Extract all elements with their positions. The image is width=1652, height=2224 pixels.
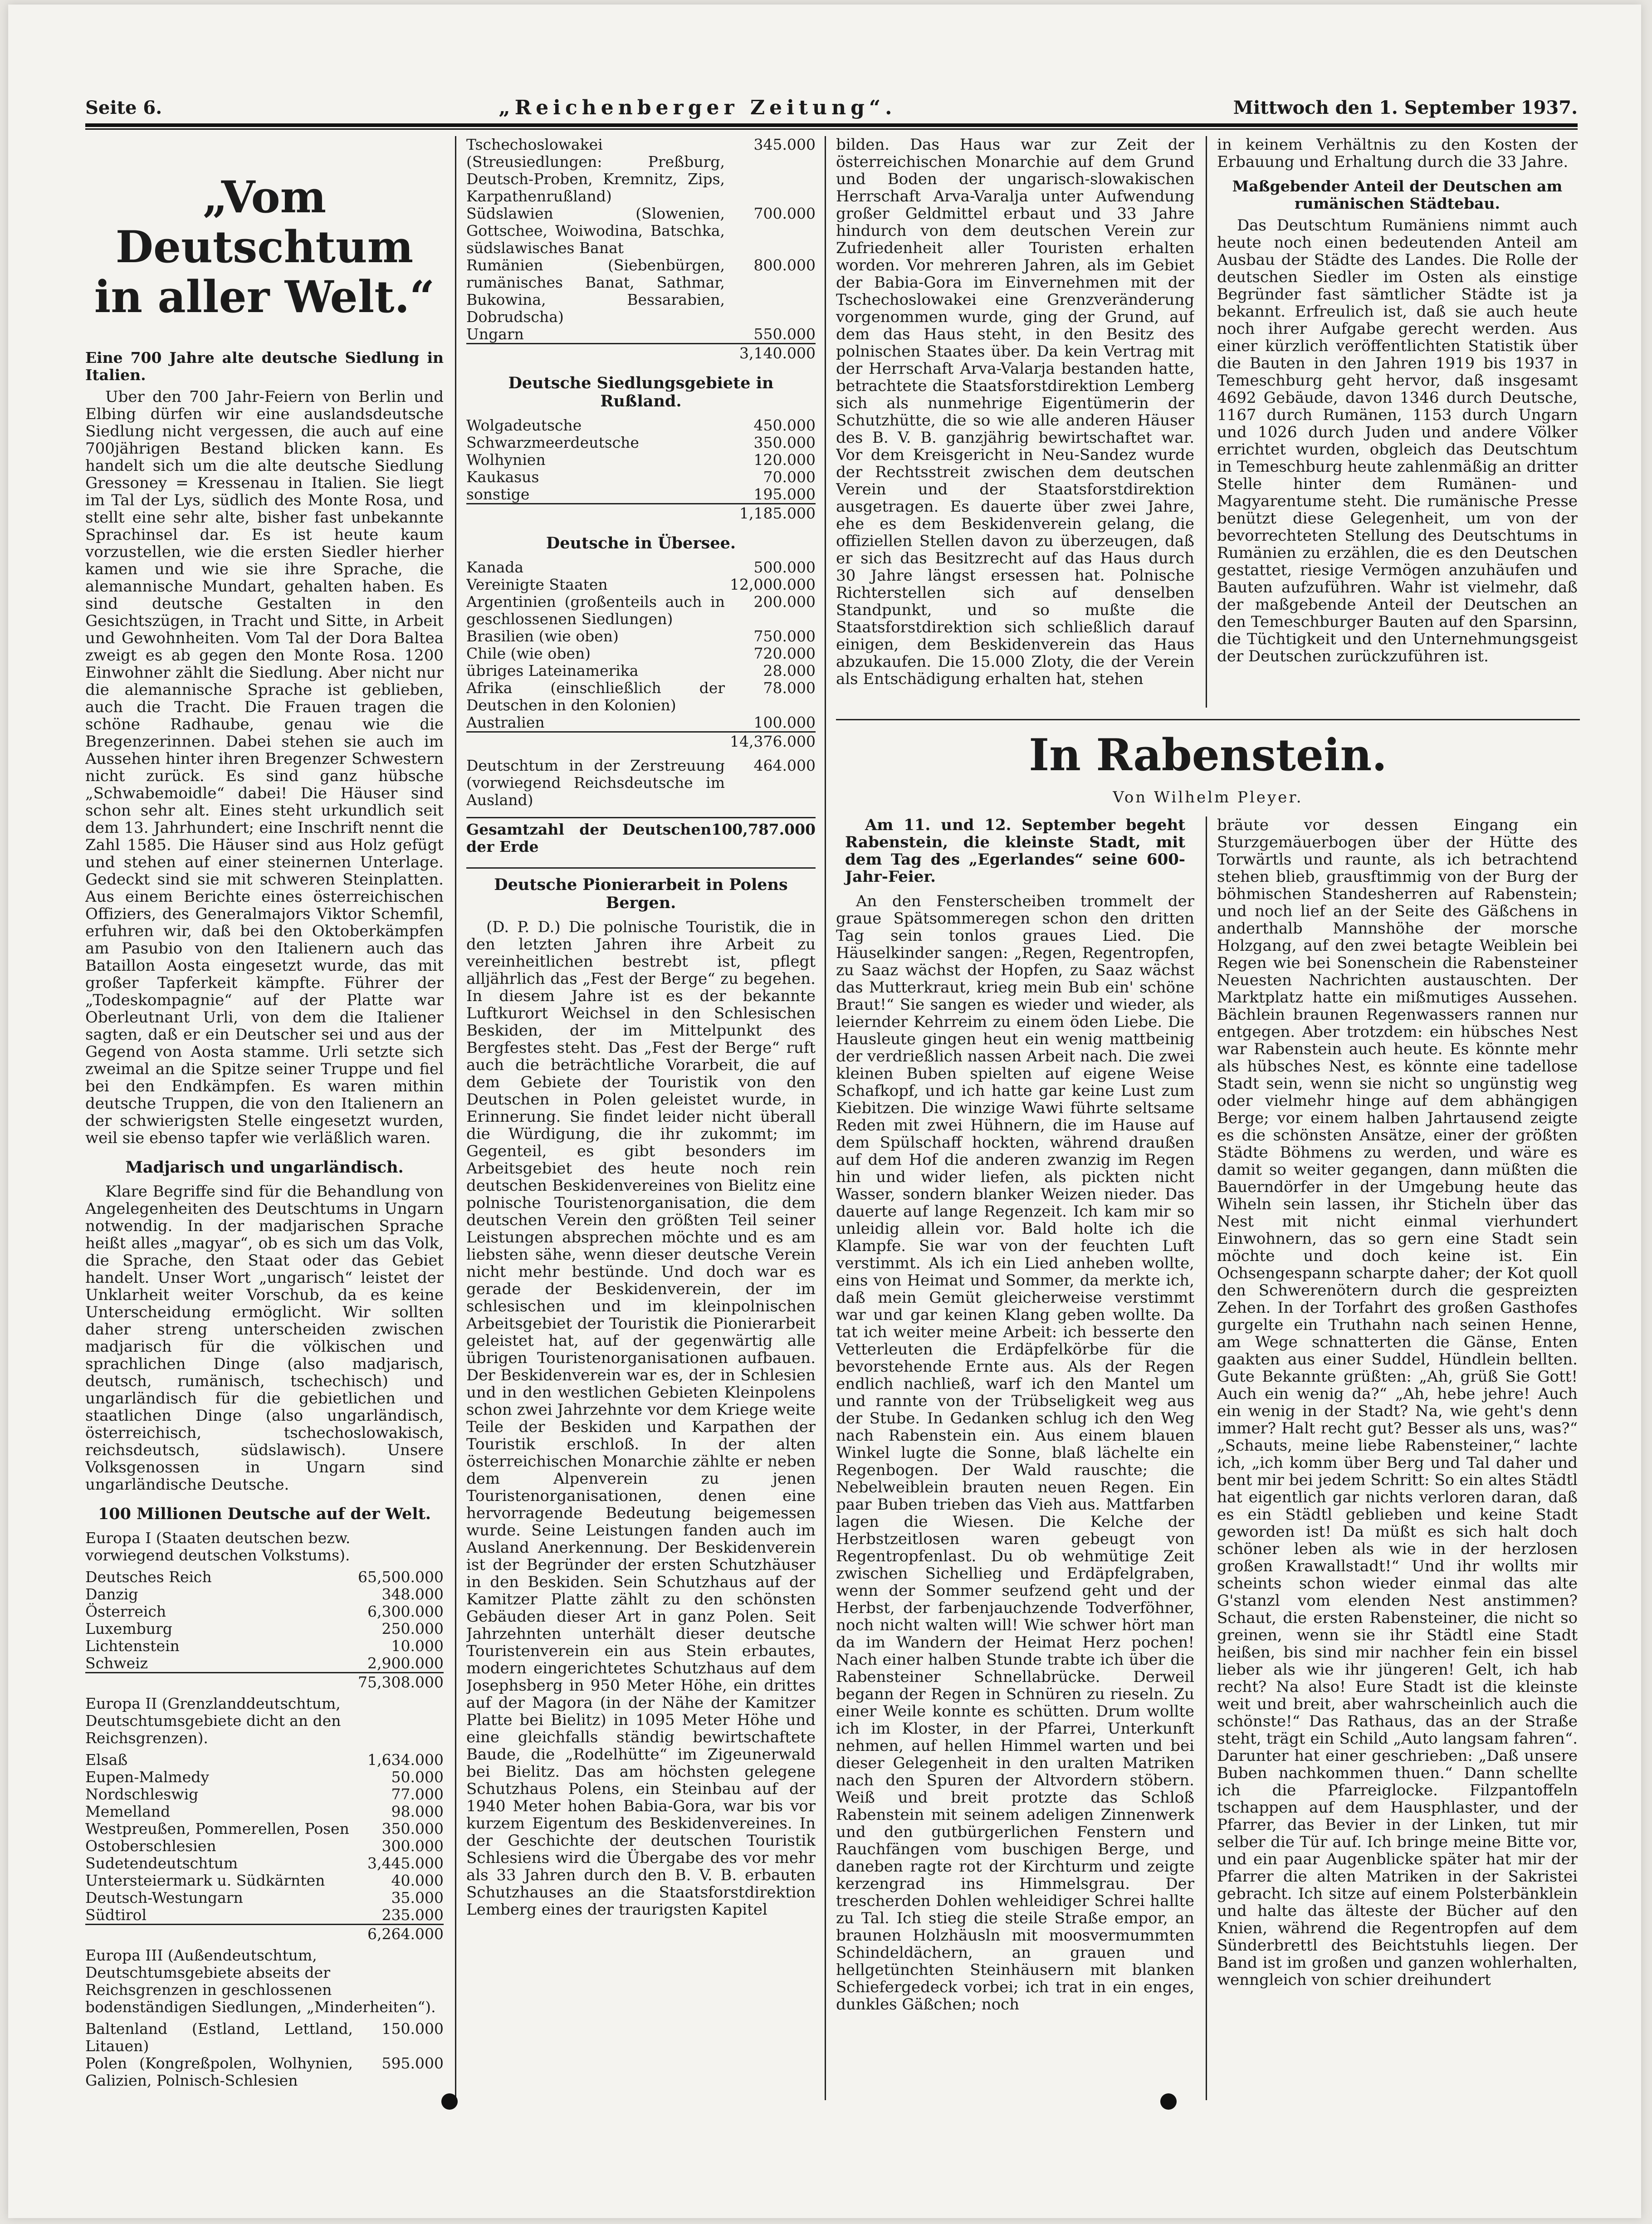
paragraph-pionierarbeit-cont: bilden. Das Haus war zur Zeit der österreichischen Monarchie auf dem Grund und Boden der ungarisch-slowakischen Herrschaft Arva-Varalja unter Aufwendung großer Geldmittel erbaut und 33 Jahre hindurch von dem deutschen Verein zur Zufriedenheit aller Touristen erhalten worden. Vor mehreren Jahren, als im Gebiet der Babia-Gora im Einvernehmen mit der Tschechoslowakei eine Grenzveränderung vorgenommen wurde, ging der Grund, auf dem das Haus steht, in den Besitz des polnischen Staates über. Da kein Vertrag mit der Herrschaft Arva-Valarja bestanden hatte, betrachtete die Staatsforstdirektion Lemberg sich als nunmehrige Eigentümerin der Schutzhütte, die so wie alle anderen Häuser des B. V. B. ganzjährig bewirtschaftet war. Vor dem Kreisgericht in Neu-Sandez wurde der Rechtsstreit zwischen dem deutschen Verein und der Staatsforstdirektion ausgetragen. Es dauerte über zwei Jahre, ehe es dem Beskidenverein gelang, die offiziellen Stellen davon zu überzeugen, daß er sich das Besitzrecht auf das Haus durch 30 Jahre längst ersessen hat. Polnische Richterstellen sich auf denselben Standpunkt, und so mußte die Staatsforstdirektion sich schließlich darauf einigen, dem Beskidenverein das Haus abzukaufen. Die 15.000 Zloty, die der Verein als Entschädigung erhalten hat, stehen <box>836 136 1194 688</box>
stat-row: Argentinien (großenteils auch in geschlossenen Siedlungen) 200.000 <box>466 593 816 628</box>
stat-row: Rumänien (Siebenbürgen, rumänisches Banat, Sathmar, Bukowina, Bessarabien, Dobrudscha) 800.000 <box>466 256 816 326</box>
russland-list <box>466 417 816 503</box>
rabenstein-byline: Von Wilhelm Pleyer. <box>1113 788 1303 807</box>
stat-row: Danzig 348.000 <box>85 1585 444 1603</box>
stat-row: Elsaß 1,634.000 <box>85 1751 444 1769</box>
stat-row: Polen (Kongreßpolen, Wolhynien, Galizien, Polnisch-Schlesien 595.000 <box>85 2054 444 2089</box>
europa3-heading: Europa III (Außendeutschtum, Deutschtumsgebiete abseits der Reichsgrenzen in geschlossenen bodenständigen Siedlungen, „Minderheiten“). <box>85 1946 436 2016</box>
europa3-list <box>85 2020 444 2089</box>
stat-row: Luxemburg 250.000 <box>85 1620 444 1637</box>
europa2-sum: 6,264.000 <box>85 1924 444 1943</box>
column-2 <box>466 136 816 2100</box>
subheading-russland: Deutsche Siedlungsgebiete in Rußland. <box>508 374 774 411</box>
stat-row: Österreich 6,300.000 <box>85 1603 444 1620</box>
stat-row: Schweiz 2,900.000 <box>85 1654 444 1672</box>
stat-row: Vereinigte Staaten 12,000.000 <box>466 576 816 593</box>
subheading-uebersee: Deutsche in Übersee. <box>546 534 736 552</box>
paragraph-kosten: in keinem Verhältnis zu den Kosten der Erbauung und Erhaltung durch die 33 Jahre. <box>1217 136 1578 171</box>
issue-date: Mittwoch den 1. September 1937. <box>1233 97 1578 118</box>
stat-row: Deutsches Reich 65,500.000 <box>85 1568 444 1586</box>
stat-row: Westpreußen, Pommerellen, Posen 350.000 <box>85 1820 444 1838</box>
stat-row: Wolhynien 120.000 <box>466 451 816 469</box>
stat-row: Nordschleswig 77.000 <box>85 1785 444 1803</box>
list-a <box>466 136 816 343</box>
stat-row: Kanada 500.000 <box>466 558 816 576</box>
stat-row: Ungarn 550.000 <box>466 325 816 343</box>
newspaper-name: „Reichenberger Zeitung“. <box>499 96 897 119</box>
europa1-heading: Europa I (Staaten deutschen bezw. vorwiegend deutschen Volkstums). <box>85 1529 351 1564</box>
stat-gesamt: Gesamtzahl der Deutschen der Erde 100,787.000 <box>466 817 816 855</box>
uebersee-list <box>466 559 816 731</box>
stat-row: Lichtenstein 10.000 <box>85 1637 444 1655</box>
stat-row: Südslawien (Slowenien, Gottschee, Woiwodina, Batschka, südslawisches Banat 700.000 <box>466 205 816 257</box>
stat-zerstreuung: Deutschtum in der Zerstreuung (vorwiegend Reichsdeutsche im Ausland) 464.000 <box>466 757 816 809</box>
column-rule <box>455 136 456 2100</box>
stat-row: Ostoberschlesien 300.000 <box>85 1837 444 1855</box>
column-4-bottom <box>1217 816 1578 2100</box>
stat-row: Schwarzmeerdeutsche 350.000 <box>466 434 816 451</box>
column-1 <box>85 136 444 2100</box>
section-rule <box>836 719 1580 720</box>
stat-row: Tschechoslowakei (Streusiedlungen: Preßburg, Deutsch-Proben, Kremnitz, Zips, Karpathenrußland) 345.000 <box>466 136 816 205</box>
newspaper-page <box>8 5 1641 2218</box>
sum-russland: 1,185.000 <box>466 503 816 523</box>
sum-uebersee: 14,376.000 <box>466 731 816 751</box>
stat-row: Afrika (einschließlich der Deutschen in den Kolonien) 78.000 <box>466 679 816 714</box>
europa1-list <box>85 1569 444 1672</box>
stat-row: übriges Lateinamerika 28.000 <box>466 662 816 679</box>
column-3-bottom <box>836 816 1194 2100</box>
rabenstein-paragraph-cont: bräute vor dessen Eingang ein Sturzgemäuerbogen über der Hütte des Torwärtls und raunte, als ich betrachtend stehen blieb, grausftimmig von der Burg der böhmischen Standesherren auf Rabenstein; und noch lief an der Seite des Gäßchens in anderthalb Mannshöhe der morsche Holzgang, auf den zwei betagte Weiblein bei Regen wie bei Sonenschein die Rabensteiner Neuesten Nachrichten austauschten. Der Marktplatz hatte ein mißmutiges Aussehen. Bächlein braunen Regenwassers rannen nur entgegen. Aber trotzdem: ein hübsches Nest war Rabenstein auch heute. Es könnte mehr als hübsches Nest, es könnte eine tadellose Stadt sein, wenn sie nicht so ungünstig weg oder vielmehr hinge auf dem abhängigen Berge; vor einem halben Jahrtausend zeigte es die schönsten Ansätze, einer der größten Städte Böhmens zu werden, und wäre es damit so weiter gegangen, dann müßten die Bauerndörfer in der Umgebung heute das Wiheln sein lassen, ihr Sticheln über das Nest mit nicht einmal vierhundert Einwohnern, das so gern eine Stadt sein möchte und doch keine ist. Ein Ochsengespann scharpte daher; der Kot quoll den Schwerenötern durch die gespreizten Zehen. In der Torfahrt des großen Gasthofes gurgelte ein Truthahn nach seinen Henne, am Wege schnatterten die Gänse, Enten gaakten aus einer Suddel, Hündlein bellten. Gute Bekannte grüßten: „Ah, grüß Sie Gott! Auch ein wenig da?“ „Ah, hebe jehre! Auch ein wenig in der Stadt? Na, wie geht's denn immer? Halt recht gut? Besser als uns, was?“ „Schauts, meine liebe Rabensteiner,“ lachte ich, „ich komm über Berg und Tal daher und bent mir bei jedem Schritt: So ein altes Städtl hat eigentlich gar nichts verloren daran, daß es ein Städtl geblieben und keine Stadt geworden ist! Da müßt es sich halt doch schöner leben als wie in der herzlosen großen Krawallstadt!“ Und ihr wollts mir scheints schon wieder einmal das alte G'stanzl vom elenden Nest anstimmen? Schaut, die ersten Rabensteiner, die nicht so greinen, wenn sie ihr Städtl eine Stadt heißen, bis sind mir nachher fein ein bissel lieber als wie ihr jüngeren! Gelt, ich hab recht? Na also! Eure Stadt ist die kleinste weit und breit, aber wahrscheinlich auch die schönste!“ Das Rathaus, das an der Straße steht, trägt ein Schild „Auto langsam fahren“. Darunter hat einer geschrieben: „Daß unsere Buben nachkommen thuen.“ Dann schellte ich die Pfarreiglocke. Filzpantoffeln tschappen auf dem Hausphlaster, und der Pfarrer, das Bevier in der Linken, tut mir selber die Tür auf. Ich bringe meine Bitte vor, und ein paar Augenblicke später hat mir der Pfarrer die alten Matriken in der Sakristei gebracht. Ich sitze auf einem Polsterbänklein und halte das älteste der Bücher auf den Knien, während die Regentropfen auf dem Sünderbrettl des Beichtstuhls liegen. Der Band ist im großen und ganzen wohlerhalten, wenngleich von schier dreihundert <box>1217 816 1578 1989</box>
stat-row: Sudetendeutschtum 3,445.000 <box>85 1854 444 1872</box>
rabenstein-paragraph: An den Fensterscheiben trommelt der graue Spätsommeregen schon den dritten Tag sein tonlos graues Lied. Die Häuselkinder sangen: „Regen, Regentropfen, zu Saaz wächst der Hopfen, zu Saaz wächst das Mutterkraut, krieg mein Bub ein' schöne Braut!“ Sie sangen es wieder und wieder, als leiernder Kehrreim zu einem öden Liebe. Die Hausleute gingen heut ein wenig mattbeinig der verdrießlich nassen Arbeit nach. Die zwei kleinen Buben spielten auf eigene Weise Schafkopf, und ich hatte gar keine Lust zum Kiebitzen. Die winzige Wawi führte seltsame Reden mit zwei Hühnern, die im Hause auf dem Spülschaff hockten, während draußen auf dem Hof die anderen zwanzig im Regen hin und wider liefen, als pickten nicht Wasser, sondern blanker Weizen nieder. Das dauerte auf lange Regenzeit. Ich kam mir so unleidig allein vor. Bald holte ich die Klampfe. Sie war von der feuchten Luft verstimmt. Als ich ein Lied anheben wollte, eins von Heimat und Sommer, da merkte ich, daß mein Gemüt gleicherweise verstimmt war und gar keinen Klang geben wollte. Da tat ich weiter meine Arbeit: ich besserte den Vetterleuten die Erdäpfelkörbe für die bevorstehende Ernte aus. Als der Regen endlich nachließ, warf ich den Mantel um und rannte von der Trübseligkeit weg aus der Stube. In Gedanken schlug ich den Weg nach Rabenstein ein. Aus einem blauen Winkel lugte die Sonne, blaß lächelte ein Regenbogen. Der Wald rauschte; die Nebelweiblein brauten neuen Regen. Ein paar Buben trieben das Vieh aus. Mattfarben lagen die Wiesen. Die Kelche der Herbstzeitlosen waren gebeugt von Regentropfenlast. Du ob wehmütige Zeit zwischen Sichellieg und Erdäpfelgraben, wenn der Sommer seufzend geht und der Herbst, der farbenjauchzende Todverföhner, noch nicht walten will! Wie schwer hört man da im Wandern der Heimat Herz pochen! Nach einer halben Stunde trabte ich über die Rabensteiner Schnellabrücke. Derweil begann der Regen in Schnüren zu rieseln. Zu einer Weile konnte es schütten. Drum wollte ich im Kloster, in der Pfarrei, Unterkunft nehmen, auf hellen Himmel warten und bei dieser Gelegenheit in den uralten Matriken nach den Spuren der Altvordern stöbern. Weiß und breit protzte das Schloß Rabenstein mit seinem adeligen Zinnenwerk und den gutbürgerlichen Fenstern und Rauchfängen vom buschigen Berge, und daneben ragte rot der Kirchturm und zeigte kerzengrad ins Himmelsgrau. Der trescherden Dohlen wehleidiger Schrei hallte zu Tal. Ich stieg die steile Straße empor, an braunen Holzhäusln mit moosvermummten Schindeldächern, an grauen und hellgetünchten Steinhäusern mit blanken Schiefergedeck vorbei; ich trat in ein enges, dunkles Gäßchen; noch <box>836 892 1194 2014</box>
stat-row: Chile (wie oben) 720.000 <box>466 645 816 662</box>
article-title: „Vom Deutschtum in aller Welt.“ <box>94 171 435 323</box>
binding-hole <box>1160 2093 1177 2110</box>
stat-row: Deutsch-Westungarn 35.000 <box>85 1889 444 1906</box>
stat-row: sonstige 195.000 <box>466 485 816 503</box>
subheading-italy: Eine 700 Jahre alte deutsche Siedlung in Italien. <box>85 349 444 384</box>
europa1-sum: 75,308.000 <box>85 1672 444 1691</box>
binding-hole <box>441 2093 458 2110</box>
stat-row: Eupen-Malmedy 50.000 <box>85 1768 444 1786</box>
paragraph-madjarisch: Klare Begriffe sind für die Behandlung von Angelegenheiten des Deutschtums in Ungarn notwendig. In der madjarischen Sprache heißt alles „magyar“, ob es sich um das Volk, die Sprache, den Staat oder das Gebiet handelt. Unser Wort „ungarisch“ leistet der Unklarheit weiter Vorschub, da es keine Unterscheidung ermöglicht. Wir sollten daher streng unterscheiden zwischen madjarisch für die völkischen und sprachlichen Dinge (also madjarisch, deutsch, rumänisch, tschechisch) und ungarländisch für die gebietlichen und staatlichen Dinge (also ungarländisch, österreichisch, tschechoslowakisch, reichsdeutsch, südslawisch). Unsere Volksgenossen in Ungarn sind ungarländische Deutsche. <box>85 1183 444 1494</box>
subheading-madjarisch: Madjarisch und ungarländisch. <box>125 1158 404 1177</box>
stat-row: Brasilien (wie oben) 750.000 <box>466 627 816 645</box>
stat-row: Australien 100.000 <box>466 714 816 731</box>
column-3-top <box>836 136 1194 712</box>
europa2-heading: Europa II (Grenzlanddeutschtum, Deutschtumsgebiete dicht an den Reichsgrenzen). <box>85 1695 341 1747</box>
subheading-100-millionen: 100 Millionen Deutsche auf der Welt. <box>98 1505 431 1523</box>
column-rule <box>1206 816 1207 2100</box>
rabenstein-title: In Rabenstein. <box>1029 729 1387 781</box>
column-rule <box>825 136 826 2100</box>
paragraph-rumaenien: Das Deutschtum Rumäniens nimmt auch heute noch einen bedeutenden Anteil am Ausbau der Städte des Landes. Die Rolle der deutschen Siedler im Osten als einstige Begründer fast sämtlicher Städte ist ja bekannt. Erfreulich ist, daß sie auch heute noch ihrer Aufgabe gerecht werden. Aus einer kürzlich veröffentlichten Statistik über die Bauten in den Jahren 1919 bis 1937 in Temeschburg geht hervor, daß insgesamt 4692 Gebäude, davon 1346 durch Deutsche, 1167 durch Rumänen, 1153 durch Ungarn und 1026 durch Juden und andere Völker errichtet wurden, obgleich das Deutschtum in Temeschburg heute zahlenmäßig an dritter Stelle hinter dem Rumänen- und Magyarentume steht. Die rumänische Presse benützt diese Gelegenheit, um von der bevorrechteten Stellung des Deutschtums in Rumänien zu erzählen, die es den Deutschen gestattet, riesige Vermögen anzuhäufen und Bauten aufzuführen. Wahr ist vielmehr, daß der maßgebende Anteil der Deutschen an den Temeschburger Bauten auf den Sparsinn, die Tüchtigkeit und den Unternehmungsgeist der Deutschen zurückzuführen ist. <box>1217 216 1578 665</box>
subheading-pionierarbeit: Deutsche Pionierarbeit in Polens Bergen. <box>466 867 816 912</box>
stat-row: Untersteiermark u. Südkärnten 40.000 <box>85 1872 444 1889</box>
header-rule <box>85 123 1578 130</box>
stat-row: Südtirol 235.000 <box>85 1906 444 1924</box>
europa2-list <box>85 1751 444 1924</box>
stat-row: Baltenland (Estland, Lettland, Litauen) 150.000 <box>85 2020 444 2055</box>
stat-row: Kaukasus 70.000 <box>466 468 816 486</box>
page-number: Seite 6. <box>85 97 162 118</box>
sum-a: 3,140.000 <box>466 343 816 362</box>
paragraph-pionierarbeit: (D. P. D.) Die polnische Touristik, die in den letzten Jahren ihre Arbeit zu vereinheitlichen bestrebt ist, pflegt alljährlich das „Fest der Berge“ zu begehen. In diesem Jahre ist es der bekannte Luftkurort Weichsel in den Schlesischen Beskiden, der im Mittelpunkt des Bergfestes steht. Das „Fest der Berge“ ruft auch die beträchtliche Vorarbeit, die auf dem Gebiete der Touristik von den Deutschen in Polen geleistet wurde, in Erinnerung. Sie findet leider nicht überall die Würdigung, die ihr zukommt; im Gegenteil, es gibt besonders im Arbeitsgebiet des heute noch rein deutschen Beskidenvereines von Bielitz eine polnische Touristenorganisation, die dem deutschen Verein den größten Teil seiner Leistungen absprechen möchte und es am liebsten sähe, wenn dieser deutsche Verein nicht mehr bestünde. Und doch war es gerade der Beskidenverein, der im schlesischen und im kleinpolnischen Arbeitsgebiet der Touristik die Pionierarbeit geleistet hat, auf der gegenwärtig alle übrigen Touristenorganisationen aufbauen. Der Beskidenverein war es, der in Schlesien und in den westlichen Gebieten Kleinpolens schon zwei Jahrzehnte vor dem Kriege weite Teile der Beskiden und Karpathen der Touristik erschloß. In der alten österreichischen Monarchie zählte er neben dem Alpenverein zu jenen Touristenorganisationen, denen eine hervorragende Bedeutung beigemessen wurde. Seine Leistungen fanden auch im Ausland Anerkennung. Der Beskidenverein ist der Begründer der ersten Schutzhäuser in den Beskiden. Sein Schutzhaus auf der Kamitzer Platte zählt zu den schönsten Gebäuden dieser Art in ganz Polen. Seit Jahrzehnten unterhält dieser deutsche Touristenverein ein aus Stein erbautes, modern eingerichtetes Schutzhaus auf dem Josephsberg in 950 Meter Höhe, ein drittes auf der Magora (in der Nähe der Kamitzer Platte bei Bielitz) in 1095 Meter Höhe und eine gleichfalls ständig bewirtschaftete Baude, die „Rodelhütte“ im Zigeunerwald bei Bielitz. Das am höchsten gelegene Schutzhaus Polens, ein Steinbau auf der 1940 Meter hohen Babia-Gora, war bis vor kurzem Eigentum des Beskidenvereines. In der Geschichte der deutschen Touristik Schlesiens wird die Übergabe des vor mehr als 33 Jahren durch den B. V. B. erbauten Schutzhauses an die Staatsforstdirektion Lemberg eines der traurigsten Kapitel <box>466 918 816 1919</box>
subheading-rumaenien: Maßgebender Anteil der Deutschen am rumänischen Städtebau. <box>1232 177 1563 212</box>
page-header <box>85 92 1578 123</box>
paragraph-italy: Uber den 700 Jahr-Feiern von Berlin und Elbing dürfen wir eine auslandsdeutsche Siedlung nicht vergessen, die auch auf eine 700jährigen Bestand blicken kann. Es handelt sich um die alte deutsche Siedlung Gressoney = Kressenau in Italien. Sie liegt im Tal der Lys, südlich des Monte Rosa, und stellt eine sehr alte, bisher fast unbekannte Sprachinsel dar. Es ist heute kaum vorzustellen, wie die ersten Siedler hierher kamen und wie sie ihre Sprache, die alemannische Mundart, gehalten haben. Es sind deutsche Gestalten in den Gesichtszügen, in Tracht und Sitte, in Arbeit und Gewohnheiten. Vom Tal der Dora Baltea zweigt es ab gegen den Monte Rosa. 1200 Einwohner zählt die Siedlung. Aber nicht nur die alemannische Sprache ist geblieben, auch die Tracht. Die Frauen tragen die schöne Radhaube, genau wie die Bregenzerinnen. Dabei stehen sie auch im Aussehen hinter ihren Bregenzer Schwestern nicht zurück. Es sind ganz hübsche „Schwabemoidle“ dabei! Die Häuser sind schon sehr alt. Eines steht urkundlich seit dem 13. Jahrhundert; eine Inschrift nennt die Zahl 1585. Die Häuser sind aus Holz gefügt und stehen auf einer steinernen Unterlage. Gedeckt sind sie mit schweren Steinplatten. Aus einem Berichte eines österreichischen Offiziers, des Generalmajors Viktor Schemfil, erfuhren wir, daß bei den Oktoberkämpfen am Pasubio von den Italienern auch das Bataillon Aosta eingesetzt wurde, das mit großer Tapferkeit kämpfte. Führer der „Todeskompagnie“ auf der Platte war Oberleutnant Urli, von dem die Italiener sagten, daß er ein Deutscher sei und aus der Gegend von Aosta stamme. Urli setzte sich zweimal an die Spitze seiner Truppe und fiel bei den Endkämpfen. Es waren mithin deutsche Truppen, die von den Italienern an der schwierigsten Stelle eingesetzt wurden, weil sie ebenso tapfer wie verläßlich waren. <box>85 388 444 1147</box>
column-4-top <box>1217 136 1578 712</box>
column-rule <box>1206 136 1207 708</box>
rabenstein-intro: Am 11. und 12. September begeht Rabenstein, die kleinste Stadt, mit dem Tag des „Egerlandes“ seine 600-Jahr-Feier. <box>845 816 1185 886</box>
stat-row: Wolgadeutsche 450.000 <box>466 416 816 434</box>
stat-row: Memelland 98.000 <box>85 1803 444 1820</box>
